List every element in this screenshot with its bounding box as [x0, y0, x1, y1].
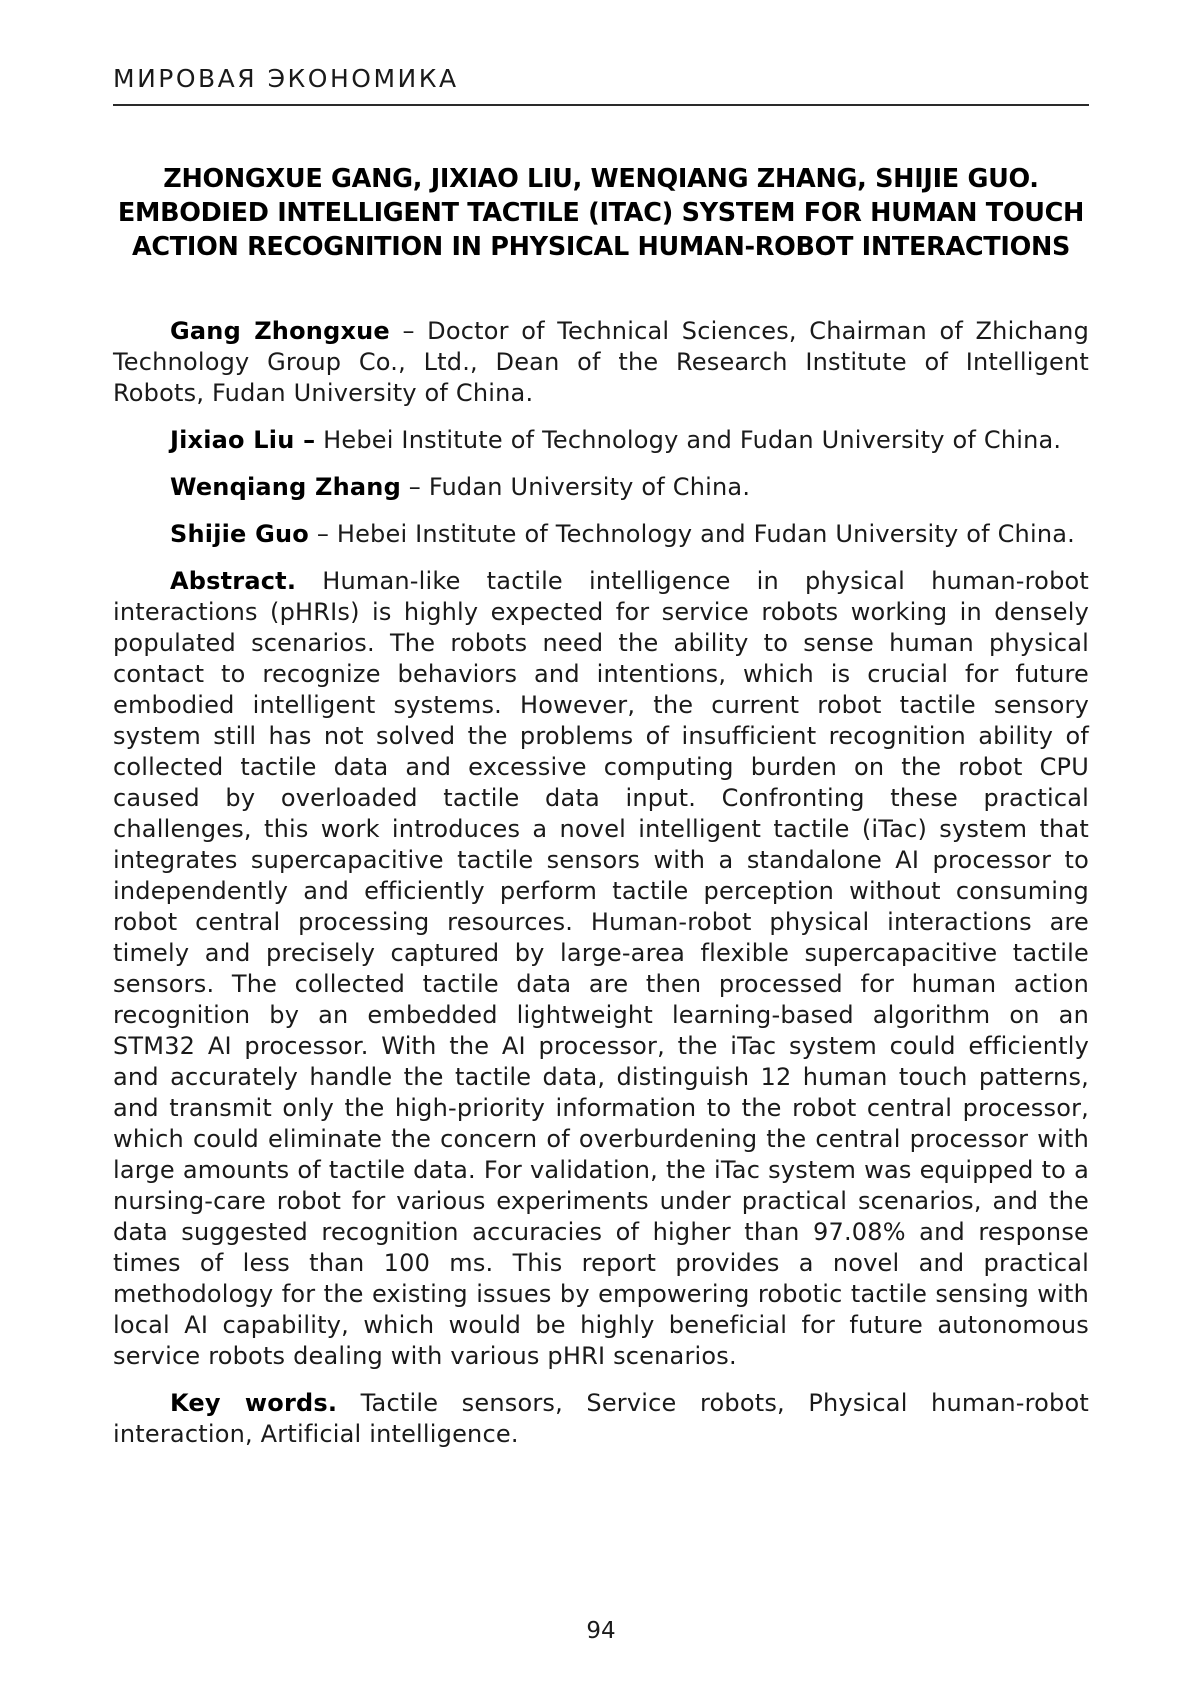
abstract-paragraph: [113, 566, 1089, 1372]
author-name: Jixiao Liu –: [170, 426, 316, 454]
author-entry: [113, 519, 1089, 550]
running-header: МИРОВАЯ ЭКОНОМИКА: [113, 64, 459, 93]
article-body: [113, 316, 1089, 1466]
header-divider: [113, 104, 1089, 106]
author-name: Shijie Guo: [170, 520, 309, 548]
author-affiliation: – Hebei Institute of Technology and Fudan University of China.: [316, 520, 1075, 548]
article-title: ZHONGXUE GANG, JIXIAO LIU, WENQIANG ZHANG, SHIJIE GUO. EMBODIED INTELLIGENT TACTILE (ITAC) SYSTEM FOR HUMAN TOUCH ACTION RECOGNITION IN PHYSICAL HUMAN-ROBOT INTERACTIONS: [117, 164, 1085, 262]
author-affiliation: Hebei Institute of Technology and Fudan University of China.: [323, 426, 1062, 454]
author-affiliation: – Doctor of Technical Sciences, Chairman of Zhichang Technology Group Co., Ltd., Dean of the Research Institute of Intelligent Robots, Fudan University of China.: [113, 317, 1089, 407]
author-entry: [113, 425, 1089, 456]
keywords-label: Key words.: [170, 1389, 338, 1417]
author-entry: [113, 472, 1089, 503]
page-number: 94: [586, 1618, 616, 1644]
abstract-label: Abstract.: [170, 567, 297, 595]
abstract-text: Human-like tactile intelligence in physical human-robot interactions (pHRIs) is highly expected for service robots working in densely populated scenarios. The robots need the ability to sense human physical contact to recognize behaviors and intentions, which is crucial for future embodied intelligent systems. However, the current robot tactile sensory system still has not solved the problems of insufficient recognition ability of collected tactile data and excessive computing burden on the robot CPU caused by overloaded tactile data input. Confronting these practical challenges, this work introduces a novel intelligent tactile (iTac) system that integrates supercapacitive tactile sensors with a standalone AI processor to independently and efficiently perform tactile perception without consuming robot central processing resources. Human-robot physical interactions are timely and precisely captured by large-area flexible supercapacitive tactile sensors. The collected tactile data are then processed for human action recognition by an embedded lightweight learning-based algorithm on an STM32 AI processor. With the AI processor, the iTac system could efficiently and accurately handle the tactile data, distinguish 12 human touch patterns, and transmit only the high-priority information to the robot central processor, which could eliminate the concern of overburdening the central processor with large amounts of tactile data. For validation, the iTac system was equipped to a nursing-care robot for various experiments under practical scenarios, and the data suggested recognition accuracies of higher than 97.08% and response times of less than 100 ms. This report provides a novel and practical methodology for the existing issues by empowering robotic tactile sensing with local AI capability, which would be highly beneficial for future autonomous service robots dealing with various pHRI scenarios.: [113, 567, 1089, 1370]
document-page: [113, 0, 1089, 1703]
author-affiliation: – Fudan University of China.: [408, 473, 751, 501]
keywords-paragraph: [113, 1388, 1089, 1450]
author-entry: [113, 316, 1089, 409]
keywords-text: Tactile sensors, Service robots, Physical human-robot interaction, Artificial intelligence.: [113, 1389, 1089, 1448]
author-name: Gang Zhongxue: [170, 317, 390, 345]
author-name: Wenqiang Zhang: [170, 473, 401, 501]
